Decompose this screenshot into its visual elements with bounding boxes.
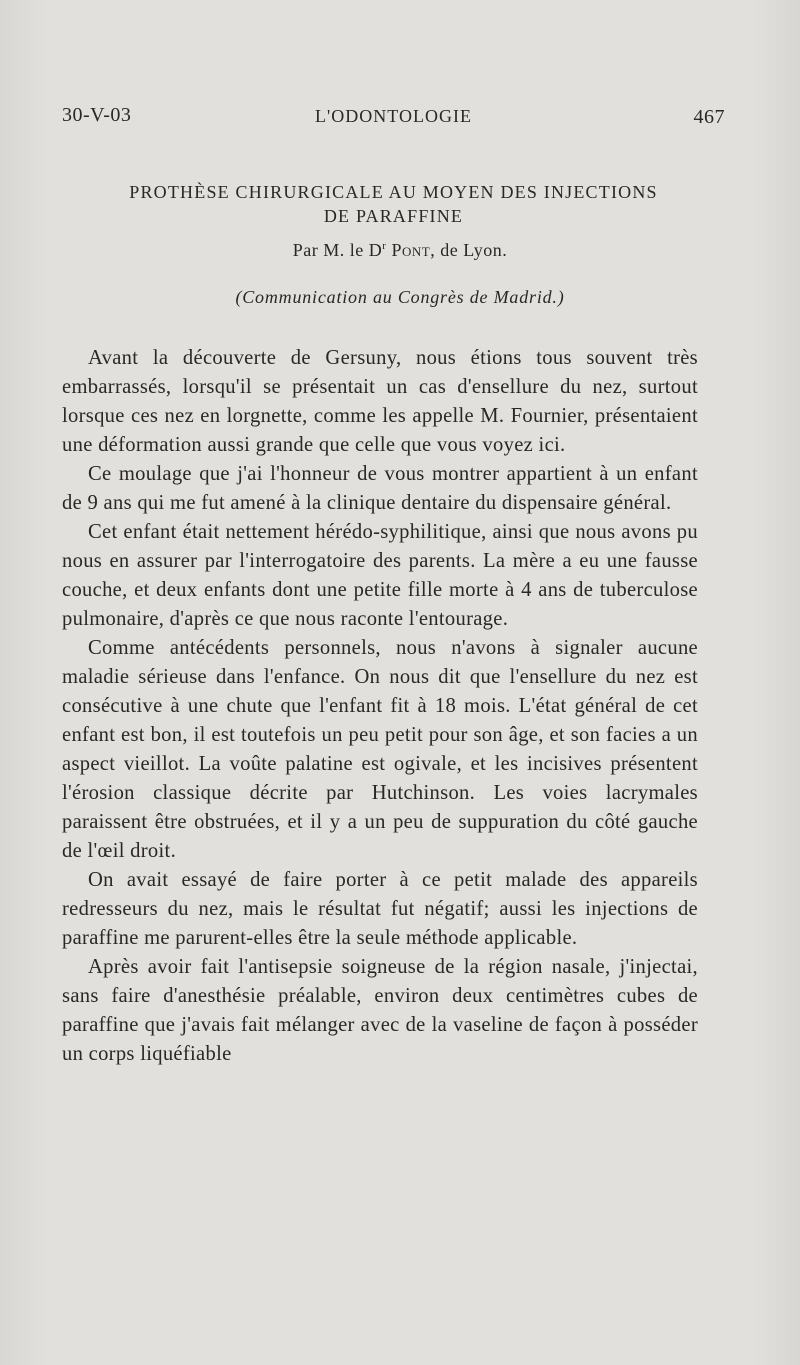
article-title-line-2: DE PARAFFINE: [323, 206, 464, 226]
running-head: [62, 104, 725, 134]
paragraph: Ce moulage que j'ai l'honneur de vous montrer appartient à un enfant de 9 ans qui me fut amené à la clinique dentaire du dispensaire général.: [62, 463, 698, 514]
author-line: [62, 240, 738, 261]
paragraph: Après avoir fait l'antisepsie soigneuse de la région nasale, j'injectai, sans faire d'anesthésie préalable, environ deux centimètres cubes de paraffine que j'avais fait mélanger avec de la vaseline de façon à posséder un corps liquéfiable: [62, 956, 698, 1065]
article-body: [62, 344, 698, 1069]
paragraph: Avant la découverte de Gersuny, nous étions tous souvent très embarrassés, lorsqu'il se présentait un cas d'ensellure du nez, surtout lorsque ces nez en lorgnette, comme les appelle M. Fournier, présentaient une déformation aussi grande que celle que vous voyez ici.: [62, 347, 698, 456]
author-prefix: Par M. le D: [292, 240, 383, 260]
journal-name: L'ODONTOLOGIE: [315, 106, 472, 126]
page-number: 467: [693, 106, 725, 128]
author-title-sup: r: [382, 240, 387, 252]
paragraph: Cet enfant était nettement hérédo-syphilitique, ainsi que nous avons pu nous en assurer par l'interrogatoire des parents. La mère a eu une fausse couche, et deux enfants dont une petite fille morte à 4 ans de tuberculose pulmonaire, d'après ce que nous raconte l'entourage.: [62, 521, 698, 630]
issue-date: 30-V-03: [62, 104, 132, 126]
author-name: Pont: [391, 240, 431, 260]
paragraph: On avait essayé de faire porter à ce petit malade des appareils redresseurs du nez, mais le résultat fut négatif; aussi les injections de paraffine me parurent-elles être la seule méthode applicable.: [62, 869, 698, 949]
article-title: [62, 180, 725, 228]
paragraph: Comme antécédents personnels, nous n'avons à signaler aucune maladie sérieuse dans l'enfance. On nous dit que l'ensellure du nez est consécutive à une chute que l'enfant fit à 18 mois. L'état général de cet enfant est bon, il est toutefois un peu petit pour son âge, et son facies a un aspect vieillot. La voûte palatine est ogivale, et les incisives présentent l'érosion classique décrite par Hutchinson. Les voies lacrymales paraissent être obstruées, et il y a un peu de suppuration du côté gauche de l'œil droit.: [62, 637, 698, 862]
communication-note: (Communication au Congrès de Madrid.): [235, 287, 565, 307]
author-suffix: , de Lyon.: [430, 240, 508, 260]
article-title-line-1: PROTHÈSE CHIRURGICALE AU MOYEN DES INJECTIONS: [129, 182, 658, 202]
